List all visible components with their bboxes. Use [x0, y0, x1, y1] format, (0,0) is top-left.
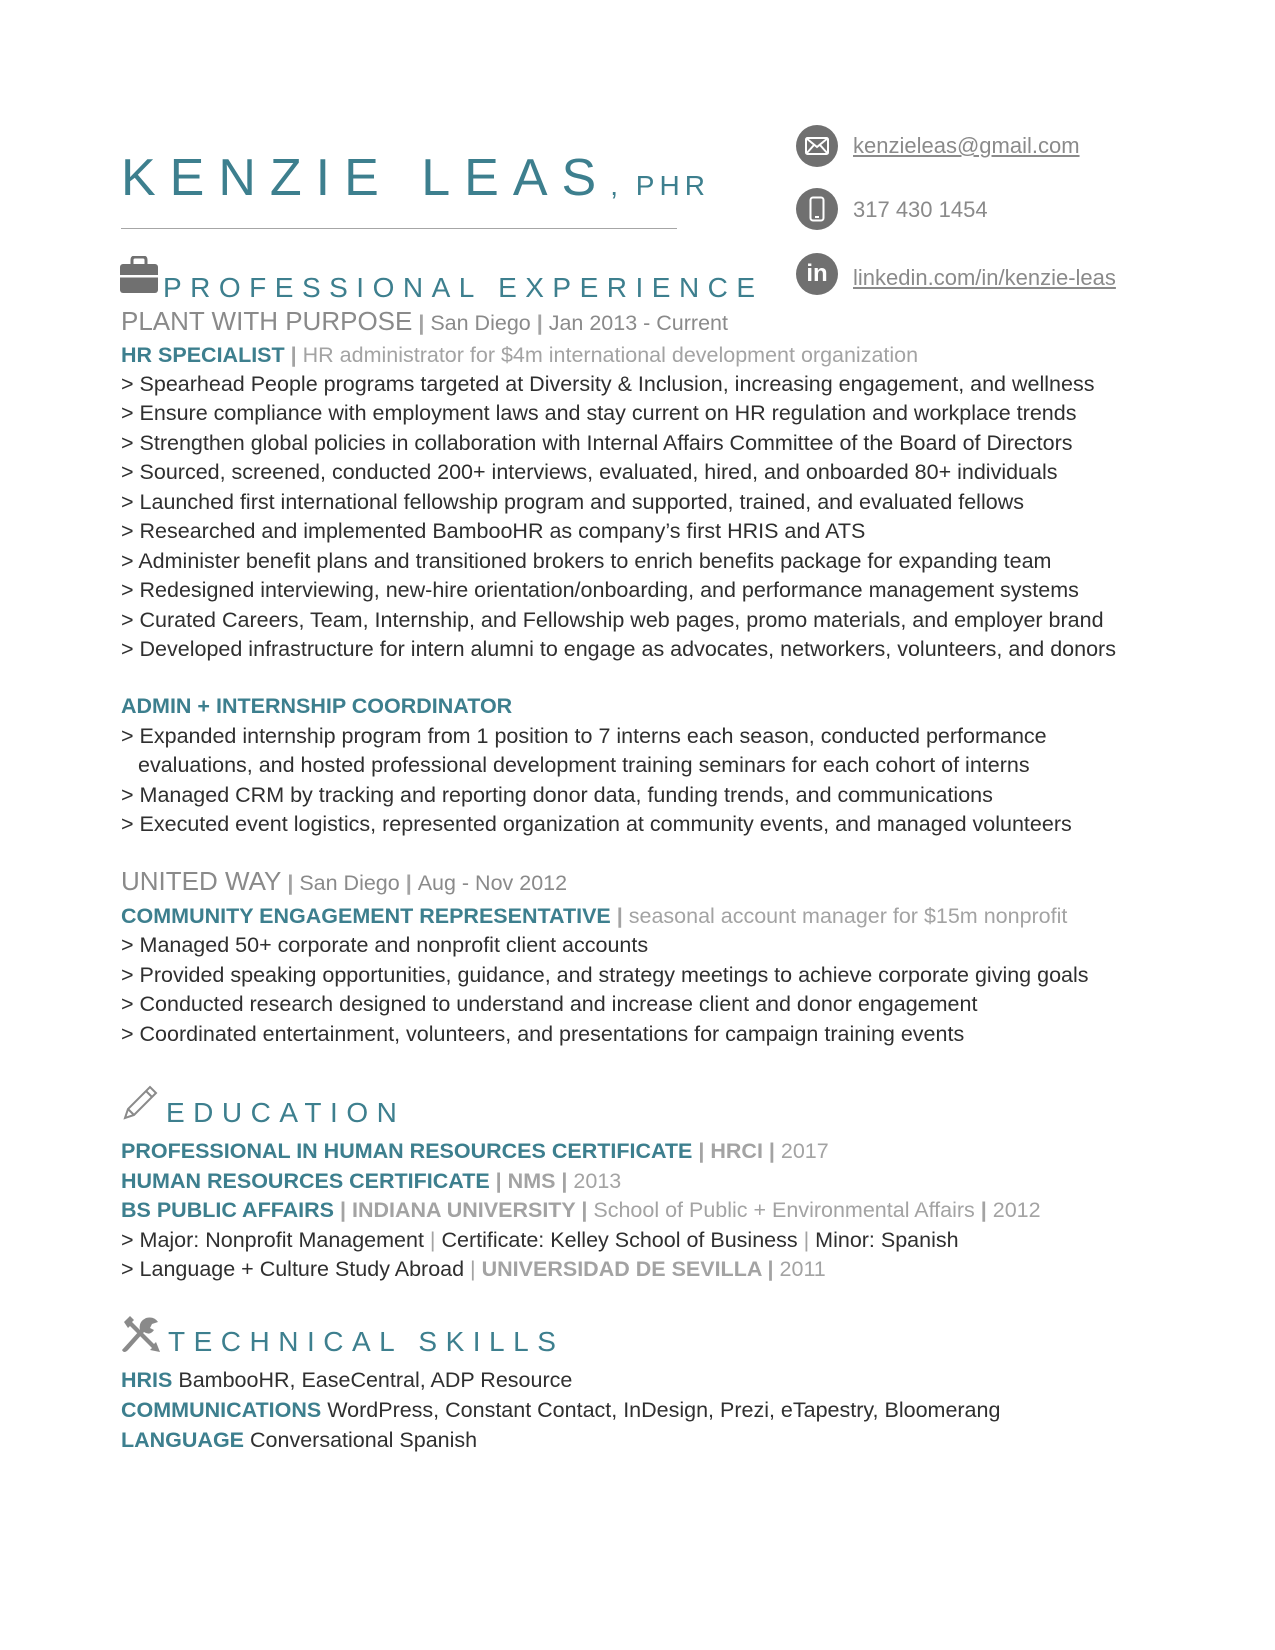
list-item: > Expanded internship program from 1 position to 7 interns each season, conducted performance	[121, 724, 1047, 748]
skill-row	[121, 1425, 477, 1455]
list-item: > Curated Careers, Team, Internship, and Fellowship web pages, promo materials, and employer brand	[121, 608, 1104, 632]
name-divider	[121, 228, 677, 229]
abroad-school: UNIVERSIDAD DE SEVILLA	[481, 1257, 762, 1281]
school: School of Public + Environmental Affairs	[593, 1198, 975, 1222]
major: > Major: Nonprofit Management	[121, 1228, 424, 1252]
credential-name: BS PUBLIC AFFAIRS	[121, 1198, 335, 1222]
certificate: Certificate: Kelley School of Business	[441, 1228, 798, 1252]
job-dates: Jan 2013 - Current	[548, 311, 728, 335]
study-abroad: > Language + Culture Study Abroad	[121, 1257, 465, 1281]
education-detail: > Language + Culture Study Abroad | UNIVERSIDAD DE SEVILLA | 2011	[121, 1257, 826, 1281]
skill-row	[121, 1395, 1000, 1425]
skill-value: WordPress, Constant Contact, InDesign, Prezi, eTapestry, Bloomerang	[327, 1398, 1001, 1422]
list-item: > Coordinated entertainment, volunteers, and presentations for campaign training events	[121, 1022, 965, 1046]
role-title: COMMUNITY ENGAGEMENT REPRESENTATIVE	[121, 904, 611, 928]
skill-row	[121, 1365, 572, 1395]
list-item: > Launched first international fellowship program and supported, trained, and evaluated fellows	[121, 490, 1024, 514]
credential-name: PROFESSIONAL IN HUMAN RESOURCES CERTIFICATE	[121, 1139, 693, 1163]
list-item: > Strengthen global policies in collaboration with Internal Affairs Committee of the Board of Directors	[121, 431, 1073, 455]
role-title: HR SPECIALIST	[121, 343, 285, 367]
org-name: PLANT WITH PURPOSE	[121, 306, 413, 336]
tools-icon	[120, 1314, 162, 1361]
skill-value: Conversational Spanish	[250, 1428, 478, 1452]
role-header: HR SPECIALIST | HR administrator for $4m international development organization	[121, 343, 919, 367]
education-item: PROFESSIONAL IN HUMAN RESOURCES CERTIFICATE | HRCI | 2017	[121, 1139, 829, 1163]
list-item: > Provided speaking opportunities, guidance, and strategy meetings to achieve corporate giving goals	[121, 963, 1089, 987]
linkedin-icon: in	[796, 253, 838, 295]
list-item-continuation: evaluations, and hosted professional development training seminars for each cohort of interns	[138, 753, 1030, 777]
list-item: > Administer benefit plans and transitioned brokers to enrich benefits package for expanding team	[121, 549, 1052, 573]
job-location: San Diego	[430, 311, 531, 335]
role-description: seasonal account manager for $15m nonprofit	[628, 904, 1068, 928]
email-link[interactable]: kenzieleas@gmail.com	[853, 133, 1080, 158]
education-item: BS PUBLIC AFFAIRS | INDIANA UNIVERSITY | School of Public + Environmental Affairs | 2012	[121, 1198, 1041, 1222]
job-header: PLANT WITH PURPOSE | San Diego | Jan 2013 - Current	[121, 306, 728, 336]
year: 2013	[573, 1169, 622, 1193]
list-item: > Executed event logistics, represented organization at community events, and managed volunteers	[121, 812, 1072, 836]
minor: Minor: Spanish	[815, 1228, 959, 1252]
job-dates: Aug - Nov 2012	[417, 871, 568, 895]
issuer: NMS	[507, 1169, 556, 1193]
list-item: > Managed 50+ corporate and nonprofit client accounts	[121, 933, 649, 957]
education-detail: > Major: Nonprofit Management | Certificate: Kelley School of Business | Minor: Spanish	[121, 1228, 959, 1252]
education-item: HUMAN RESOURCES CERTIFICATE | NMS | 2013	[121, 1169, 622, 1193]
pencil-icon	[120, 1083, 160, 1128]
name-text: KENZIE LEAS	[121, 149, 611, 207]
skill-value: BambooHR, EaseCentral, ADP Resource	[178, 1368, 573, 1392]
phone-icon	[796, 188, 838, 230]
list-item: > Conducted research designed to understand and increase client and donor engagement	[121, 992, 978, 1016]
list-item: > Redesigned interviewing, new-hire orientation/onboarding, and performance management systems	[121, 578, 1079, 602]
credential-name: HUMAN RESOURCES CERTIFICATE	[121, 1169, 490, 1193]
role-description: HR administrator for $4m international development organization	[302, 343, 919, 367]
list-item: > Sourced, screened, conducted 200+ interviews, evaluated, hired, and onboarded 80+ individuals	[121, 460, 1058, 484]
job-header: UNITED WAY | San Diego | Aug - Nov 2012	[121, 866, 568, 896]
section-title-experience: PROFESSIONAL EXPERIENCE	[163, 272, 764, 303]
skill-label: COMMUNICATIONS	[121, 1398, 322, 1422]
linkedin-link[interactable]: linkedin.com/in/kenzie-leas	[853, 265, 1116, 290]
issuer: INDIANA UNIVERSITY	[352, 1198, 576, 1222]
section-title-skills: TECHNICAL SKILLS	[168, 1326, 565, 1357]
resume-name	[121, 148, 710, 208]
skill-label: HRIS	[121, 1368, 173, 1392]
list-item: > Managed CRM by tracking and reporting donor data, funding trends, and communications	[121, 783, 993, 807]
list-item: > Developed infrastructure for intern alumni to engage as advocates, networkers, volunteers, and donors	[121, 637, 1116, 661]
envelope-icon	[796, 125, 838, 167]
role-title: ADMIN + INTERNSHIP COORDINATOR	[121, 694, 513, 718]
list-item: > Ensure compliance with employment laws and stay current on HR regulation and workplace trends	[121, 401, 1077, 425]
list-item: > Spearhead People programs targeted at Diversity & Inclusion, increasing engagement, and wellness	[121, 372, 1095, 396]
issuer: HRCI	[710, 1139, 763, 1163]
credential-text: , PHR	[610, 170, 710, 201]
year: 2017	[780, 1139, 829, 1163]
phone-number: 317 430 1454	[853, 197, 988, 222]
skill-label: LANGUAGE	[121, 1428, 245, 1452]
year: 2012	[992, 1198, 1041, 1222]
briefcase-icon	[119, 256, 159, 299]
org-name: UNITED WAY	[121, 866, 282, 896]
abroad-year: 2011	[779, 1257, 826, 1281]
job-location: San Diego	[299, 871, 400, 895]
list-item: > Researched and implemented BambooHR as company’s first HRIS and ATS	[121, 519, 866, 543]
role-header: COMMUNITY ENGAGEMENT REPRESENTATIVE | seasonal account manager for $15m nonprofit	[121, 904, 1068, 928]
section-title-education: EDUCATION	[166, 1097, 406, 1128]
